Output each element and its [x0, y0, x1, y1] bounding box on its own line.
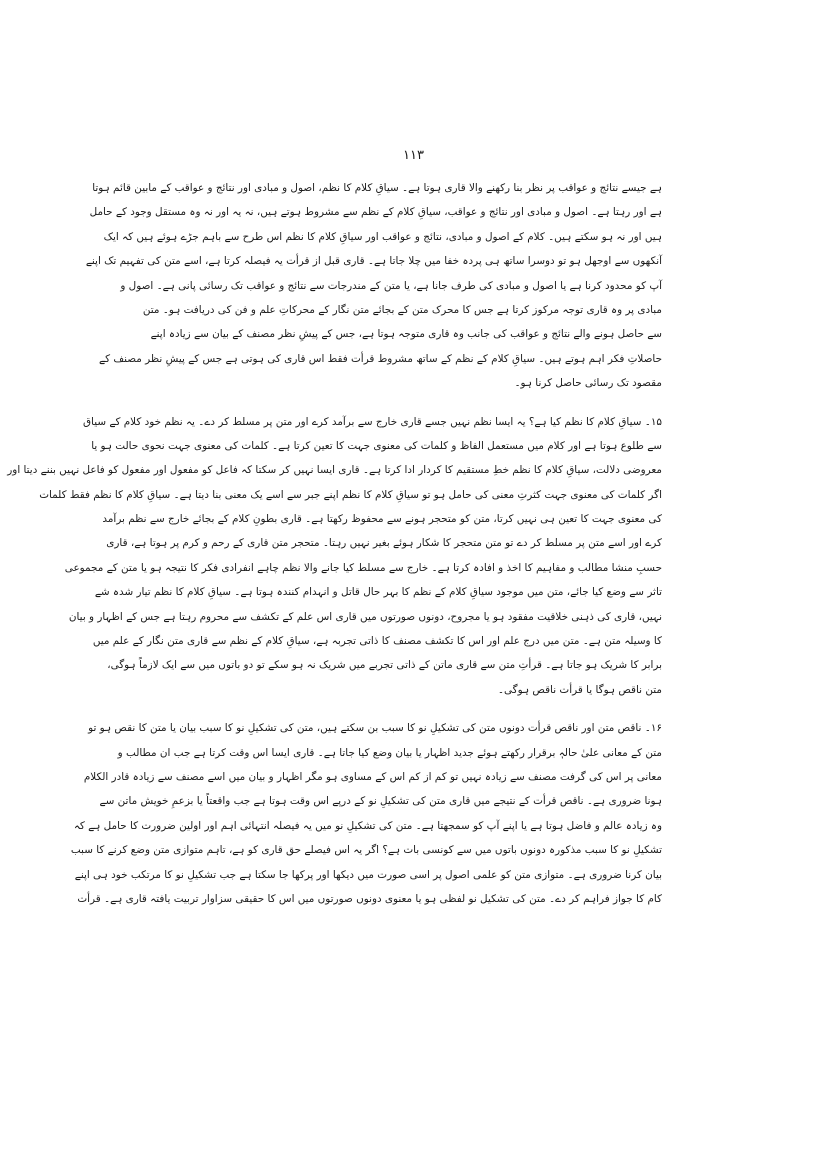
text-line: ہے اور رہتا ہے۔ اصول و مبادی اور نتائج و عواقب، سیاقِ کلام کے نظم سے مشروط ہوتے ہیں، نہ یہ اور نہ وہ مستقل وجود کے حامل [89, 206, 662, 219]
body-text [7, 176, 662, 925]
text-line: حاصلاتِ فکر اہم ہوتے ہیں۔ سیاقِ کلام کے نظم کے ساتھ مشروط قرأت فقط اس قاری کی ہوتی ہے جس کے پیشِ نظر مصنف کے [99, 352, 662, 365]
text-line: متن کے معانی علیٰ حالہٖ برقرار رکھتے ہوئے جدید اظہار یا بیان وضع کیا جاتا ہے۔ قاری ایسا اس وقت کرتا ہے جب ان مطالب و [117, 746, 662, 759]
text-line: سے طلوع ہوتا ہے اور کلام میں مستعمل الفاظ و کلمات کی معنوی جہت کا تعین کرتا ہے۔ کلمات کی معنوی جہت نحوی حالت ہو یا [91, 439, 662, 452]
page-number: ۱۱۳ [403, 148, 424, 163]
text-line: ۱۵۔ سیاقِ کلام کا نظم کیا ہے؟ یہ ایسا نظم نہیں جسے قاری خارج سے برآمد کرے اور متن پر مسلط کر دے۔ یہ نظم خود کلام کے سیاق [83, 415, 662, 428]
text-line: برابر کا شریک ہو جاتا ہے۔ قرأتِ متن سے قاری ماتن کے ذاتی تجربے میں شریک نہ ہو سکے تو دو باتوں میں سے ایک لازماً ہوگی، [107, 659, 662, 672]
text-line: معانی پر اس کی گرفت مصنف سے زیادہ نہیں تو کم از کم اس کے مساوی ہو مگر اظہار و بیان میں اسے مصنف سے زیادہ قادر الکلام [83, 770, 662, 783]
text-line: ہونا ضروری ہے۔ ناقص قرأت کے نتیجے میں قاری متن کی تشکیلِ نو کے درپے اس وقت ہوتا ہے جب واقعتاً یا بزعمِ خویش ماتن سے [99, 795, 662, 808]
text-line: کی معنوی جہت کا تعین ہی نہیں کرتا، متن کو متحجر ہونے سے محفوظ رکھتا ہے۔ قاری بطونِ کلام کے بجائے خارج سے نظم برآمد [102, 513, 662, 526]
paragraph [85, 176, 662, 396]
text-line: تاثر سے وضع کیا جائے، متن میں موجود سیاقِ کلام کے نظم کا بہر حال قاتل و انہدام کنندہ ہوتا ہے۔ سیاقِ کلام کا نظم تیار شدہ شے [94, 586, 662, 599]
text-line: سے حاصل ہونے والے نتائج و عواقب کی جانب وہ قاری متوجہ ہوتا ہے، جس کے پیشِ نظر مصنف کے بیان سے زیادہ اپنے [150, 328, 662, 341]
text-line: تشکیلِ نو کا سبب مذکورہ دونوں باتوں میں سے کونسی بات ہے؟ اگر یہ اس فیصلے حق قاری کو ہے، تاہم متوازی متن وضع کرنے کا سبب [70, 844, 662, 857]
text-line: نہیں، قاری کی ذہنی خلاقیت مفقود ہو یا مجروح، دونوں صورتوں میں قاری اس علم کے تکشف سے محروم رہتا ہے جس کے اظہار و بیان [68, 610, 662, 623]
text-line: کام کا جواز فراہم کر دے۔ متن کی تشکیل نو لفظی ہو یا معنوی دونوں صورتوں میں اس کا حقیقی سزاوار تربیت یافتہ قاری ہے۔ قرأت [77, 892, 662, 905]
text-line: متن ناقص ہوگا یا قرأت ناقص ہوگی۔ [497, 683, 662, 696]
paragraph [7, 410, 662, 703]
text-line: کا وسیلہ متن ہے۔ متن میں درج علم اور اس کا تکشف مصنف کا ذاتی تجربہ ہے، سیاقِ کلام کے نظم سے قاری متن نگار کے علم میں [92, 635, 662, 648]
text-line: ہیں اور نہ ہو سکتے ہیں۔ کلام کے اصول و مبادی، نتائج و عواقب اور سیاقِ کلام کا نظم اس طرح سے باہم جڑے ہوئے ہیں کہ ایک [103, 230, 662, 243]
text-line: مبادی پر وہ قاری توجہ مرکوز کرتا ہے جس کا محرک متن کے بجائے متن نگار کے محرکاتِ علم و فن کی دریافت ہو۔ متن [142, 303, 662, 316]
text-line: آپ کو محدود کرنا ہے یا اصول و مبادی کی طرف جانا ہے، یا متن کے مندرجات سے نتائج و عواقب تک رسائی پانی ہے۔ اصول و [120, 279, 662, 292]
text-line: معروضی دلالت، سیاقِ کلام کا نظم خطِ مستقیم کا کردار ادا کرتا ہے۔ قاری ایسا نہیں کر سکتا کہ فاعل کو مفعول اور مفعول کو فاعل نہیں بننے دیتا اور [7, 464, 662, 477]
text-line: بیان کرنا ضروری ہے۔ متوازی متن کو علمی اصول پر اسی صورت میں دیکھا اور پرکھا جا سکتا ہے جب تشکیلِ نو کا مرتکب خود ہی اپنے [74, 868, 662, 881]
text-line: حسبِ منشا مطالب و مفاہیم کا اخذ و افادہ کرتا ہے۔ خارج سے مسلط کیا جانے والا نظم چاہے انفرادی فکر کا نتیجہ ہو یا متن کے مجموعی [64, 561, 662, 574]
text-line: مقصود تک رسائی حاصل کرنا ہو۔ [514, 377, 662, 390]
text-line: کرے اور اسے متن پر مسلط کر دے تو متن متحجر کا شکار ہوئے بغیر نہیں رہتا۔ متحجر متن قاری کے رحم و کرم پر ہوتا ہے، قاری [106, 537, 662, 550]
text-line: آنکھوں سے اوجھل ہو تو دوسرا ساتھ ہی پردہ خفا میں چلا جاتا ہے۔ قاری قبل از قرأت یہ فیصلہ کرتا ہے، اسے متن کی تفہیم تک اپنے [85, 255, 662, 268]
text-line: ہے جیسے نتائج و عواقب پر نظر بنا رکھنے والا قاری ہوتا ہے۔ سیاقِ کلام کا نظم، اصول و مبادی اور نتائج و عواقب کے مابین قائم ہوتا [92, 182, 662, 194]
text-line: ۱۶۔ ناقص متن اور ناقص قرأت دونوں متن کی تشکیلِ نو کا سبب بن سکتے ہیں، متن کی تشکیلِ نو کا سبب بیان یا متن کا نقص ہو تو [88, 722, 662, 735]
paragraph [70, 716, 662, 911]
text-line: اگر کلمات کی معنوی جہت کثرتِ معنی کی حامل ہو تو سیاقِ کلام کا نظم اپنے جبر سے اسے یک معنی بنا دیتا ہے۔ سیاقِ کلام کا نظم فقط کلمات [39, 488, 662, 501]
text-line: وہ زیادہ عالم و فاضل ہوتا ہے یا اپنے آپ کو سمجھتا ہے۔ متن کی تشکیلِ نو میں یہ فیصلہ انتہائی اہم اور اولین ضرورت کا حامل ہے کہ [73, 819, 662, 832]
